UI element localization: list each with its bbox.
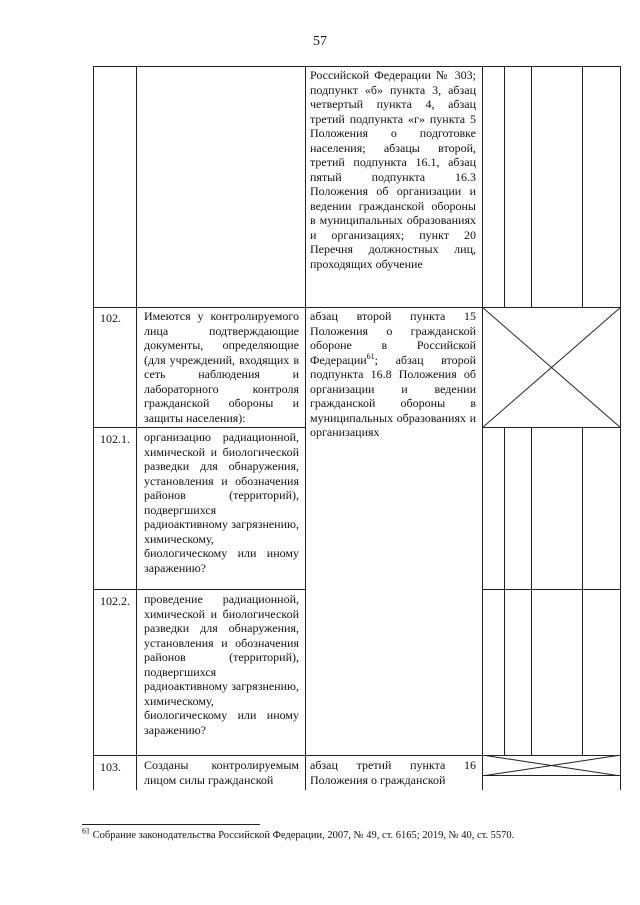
- column-divider: [531, 66, 532, 308]
- table-border-top: [93, 66, 621, 67]
- legal-basis-part: ; абзац второй подпункта 16.8 Положения об организации и ведении гражданской обороны в муниципальных образованиях и организациях: [310, 352, 476, 439]
- column-divider: [504, 427, 505, 755]
- column-divider: [305, 66, 306, 790]
- row-divider: [93, 589, 306, 590]
- footnote: [82, 826, 515, 841]
- page-number: 57: [313, 34, 327, 49]
- column-divider: [136, 66, 137, 790]
- question-text: организацию радиационной, химической и биологической разведки для обнаружения, установления и обозначения районов (территорий), подвергшихся радиоактивному загрязнению, химическому, биологическому или иному заражению?: [144, 430, 299, 575]
- table-border-left: [93, 66, 94, 790]
- legal-basis-text: абзац третий пункта 16 Положения о гражданской: [310, 758, 476, 787]
- column-divider: [582, 66, 583, 308]
- item-number: 102.1.: [100, 432, 130, 446]
- item-number: 102.: [100, 311, 121, 325]
- row-divider: [482, 589, 621, 590]
- question-text: Имеются у контролируемого лица подтверждающие документы, определяющие (для учреждений, входящих в сеть наблюдения и лабораторного контроля гражданской обороны и защиты населения):: [144, 309, 299, 425]
- legal-basis-part: абзац второй пункта 15 Положения о гражданской обороне в Российской Федерации: [310, 309, 476, 367]
- column-divider: [531, 427, 532, 755]
- item-number: 103.: [100, 760, 121, 774]
- footnote-mark: 61: [82, 826, 90, 836]
- column-divider: [504, 66, 505, 308]
- legal-basis-text: Российской Федерации № 303; подпункт «б» пункта 3, абзац четвертый пункта 4, абзац третий подпункта «г» пункта 5 Положения о подготовке населения; абзацы второй, третий подпункта 16.1, абзац пятый подпункта 16.3 Положения об организации и ведении гражданской обороны в муниципальных образованиях и организациях; пункт 20 Перечня должностных лиц, проходящих обучение: [310, 68, 476, 271]
- column-divider: [582, 427, 583, 755]
- footnote-separator: [82, 824, 260, 825]
- question-text: Созданы контролируемым лицом силы гражданской: [144, 758, 299, 787]
- question-text: проведение радиационной, химической и биологической разведки для обнаружения, установления и обозначения районов (территорий), подвергшихся радиоактивному загрязнению, химическому, биологическому или иному заражению?: [144, 592, 299, 737]
- item-number: 102.2.: [100, 594, 130, 608]
- crossed-cell: [482, 307, 621, 428]
- table-border-right: [620, 66, 621, 790]
- crossed-cell: [482, 755, 621, 776]
- column-divider: [482, 66, 483, 790]
- footnote-ref: 61: [366, 351, 375, 361]
- row-divider: [93, 427, 306, 428]
- legal-basis-text: [310, 309, 476, 440]
- footnote-text: Собрание законодательства Российской Федерации, 2007, № 49, ст. 6165; 2019, № 40, ст. 5570.: [92, 830, 515, 841]
